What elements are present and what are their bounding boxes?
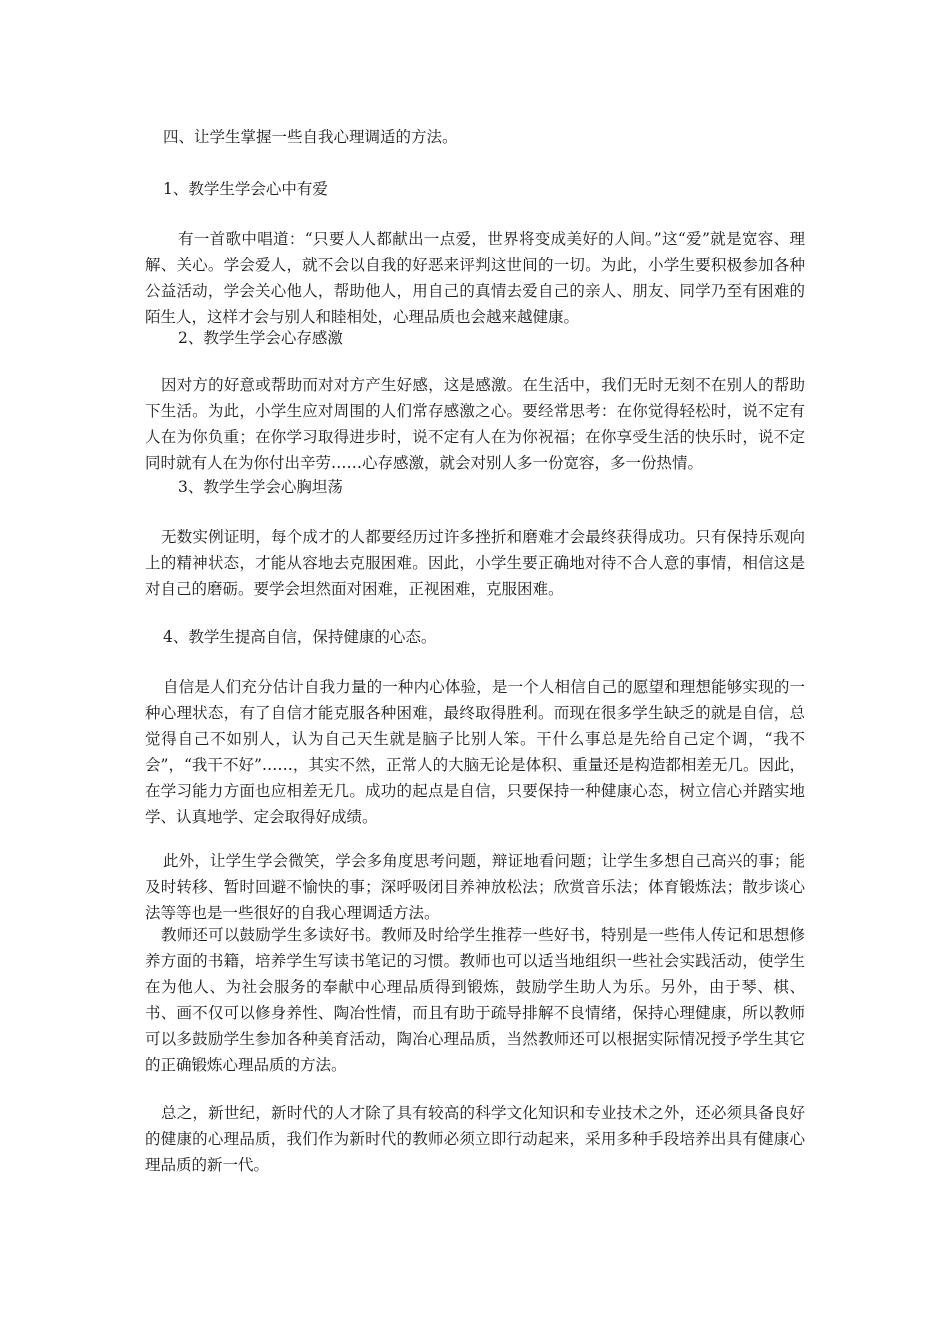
paragraph-conclusion: 总之，新世纪，新时代的人才除了具有较高的科学文化知识和专业技术之外，还必须具备良好的健康的心理品质，我们作为新时代的教师必须立即行动起来，采用多种手段培养出具有健康心理品质的新一代。 bbox=[145, 1104, 805, 1174]
paragraph-teacher-guidance: 教师还可以鼓励学生多读好书。教师及时给学生推荐一些好书，特别是一些伟人传记和思想修养方面的书籍，培养学生写读书笔记的习惯。教师也可以适当地组织一些社会实践活动，使学生在为他人、为社会服务的奉献中心理品质得到锻炼，鼓励学生助人为乐。另外，由于琴、棋、书、画不仅可以修身养性、陶冶性情，而且有助于疏导排解不良情绪，保持心理健康，所以教师可以多鼓励学生参加各种美育活动，陶冶心理品质，当然教师还可以根据实际情况授予学生其它的正确锻炼心理品质的方法。 bbox=[145, 926, 805, 1074]
paragraph-additional-methods: 此外，让学生学会微笑，学会多角度思考问题，辩证地看问题；让学生多想自己高兴的事；能及时转移、暂时回避不愉快的事；深呼吸闭目养神放松法；欣赏音乐法；体育锻炼法；散步谈心法等等也是一些很好的自我心理调适方法。 bbox=[145, 852, 805, 922]
subheading-love: 1、教学生学会心中有爱 bbox=[163, 180, 328, 198]
paragraph-gratitude: 因对方的好意或帮助而对对方产生好感，这是感激。在生活中，我们无时无刻不在别人的帮助下生活。为此，小学生应对周围的人们常存感激之心。要经常思考：在你觉得轻松时，说不定有人在为你负重；在你学习取得进步时，说不定有人在为你祝福；在你享受生活的快乐时，说不定同时就有人在为你付出辛劳……心存感激，就会对别人多一份宽容，多一份热情。 bbox=[145, 376, 805, 472]
section-heading-four: 四、让学生掌握一些自我心理调适的方法。 bbox=[163, 128, 458, 146]
subheading-openness: 3、教学生学会心胸坦荡 bbox=[178, 478, 343, 496]
paragraph-love: 有一首歌中唱道：“只要人人都献出一点爱，世界将变成美好的人间。”这“爱”就是宽容、理解、关心。学会爱人，就不会以自我的好恶来评判这世间的一切。为此，小学生要积极参加各种公益活动，学会关心他人，帮助他人，用自己的真情去爱自己的亲人、朋友、同学乃至有困难的陌生人，这样才会与别人和睦相处，心理品质也会越来越健康。 bbox=[145, 230, 805, 326]
paragraph-confidence: 自信是人们充分估计自我力量的一种内心体验，是一个人相信自己的愿望和理想能够实现的一种心理状态，有了自信才能克服各种困难，最终取得胜利。而现在很多学生缺乏的就是自信，总觉得自己不如别人，认为自己天生就是脑子比别人笨。干什么事总是先给自己定个调，“我不会”，“我干不好”……，其实不然，正常人的大脑无论是体积、重量还是构造都相差无几。因此，在学习能力方面也应相差无几。成功的起点是自信，只要保持一种健康心态，树立信心并踏实地学、认真地学、定会取得好成绩。 bbox=[145, 678, 805, 826]
paragraph-openness: 无数实例证明，每个成才的人都要经历过许多挫折和磨难才会最终获得成功。只有保持乐观向上的精神状态，才能从容地去克服困难。因此，小学生要正确地对待不合人意的事情，相信这是对自己的磨砺。要学会坦然面对困难，正视困难，克服困难。 bbox=[145, 528, 805, 598]
subheading-gratitude: 2、教学生学会心存感激 bbox=[178, 329, 343, 347]
subheading-confidence: 4、教学生提高自信，保持健康的心态。 bbox=[163, 628, 437, 646]
